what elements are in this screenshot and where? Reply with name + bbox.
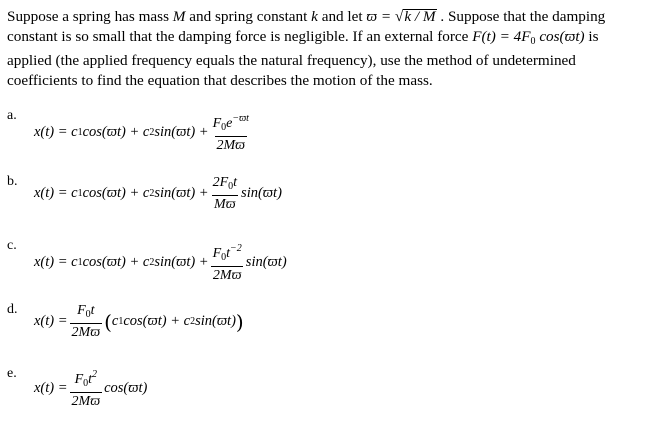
sqrt-symbol: √ (394, 8, 404, 25)
force-expression-rest: cos(ϖt) (535, 27, 585, 45)
right-paren: ) (235, 309, 244, 334)
question-part: is applied (the applied frequency equals the natural frequency), use the method of undetermined coefficients to find the equation that describes the motion of the mass. (7, 27, 599, 89)
option-a-label[interactable]: a. (7, 108, 17, 123)
question-part: Suppose a spring has mass (7, 8, 173, 25)
option-e-label[interactable]: e. (7, 366, 17, 381)
left-paren: ( (104, 309, 112, 334)
option-c-label[interactable]: c. (7, 238, 17, 253)
option-d-equation[interactable]: x(t) = $\frac{F_0t}{2Mϖ}$ ( c 1 cos(ϖt) + c 2 sin(ϖt) ) (34, 303, 244, 340)
option-b-equation[interactable]: x(t) = c 1 cos(ϖt) + c 2 sin(ϖt) + $\frac{2F_0t}{Mϖ}$ sin(ϖt) (34, 175, 282, 212)
question-text (7, 7, 647, 90)
option-d-label[interactable]: d. (7, 302, 18, 317)
fraction: $\frac{2F_0t}{Mϖ}$ (212, 175, 238, 212)
option-b-label[interactable]: b. (7, 174, 18, 189)
omega-definition: ϖ = (366, 8, 395, 25)
fraction: $\frac{F_0t^2}{2Mϖ}$ (71, 369, 101, 409)
fraction: $\frac{F_0t^{-2}}{2Mϖ}$ (212, 243, 242, 283)
option-a-equation[interactable]: x(t) = c 1 cos(ϖt) + c 2 sin(ϖt) + $\frac{F_0e^{-ϖt}}{2Mϖ}$ (34, 110, 253, 154)
question-part: and spring constant (185, 8, 312, 25)
var-k: k (311, 8, 318, 25)
option-c-equation[interactable]: x(t) = c 1 cos(ϖt) + c 2 sin(ϖt) + $\frac{F_0t^{-2}}{2Mϖ}$ sin(ϖt) (34, 240, 287, 284)
option-e-equation[interactable]: x(t) = $\frac{F_0t^2}{2Mϖ}$ cos(ϖt) (34, 366, 147, 410)
question-part: . Suppose that the damping constant is so small that the damping force is negligible. If an external force (7, 8, 606, 45)
question-part: and let (317, 8, 367, 25)
fraction: $\frac{F_0e^{-ϖt}}{2Mϖ}$ (212, 113, 249, 153)
force-subscript: 0 (530, 35, 536, 47)
sqrt-radicand: k / M (404, 8, 436, 25)
fraction: $\frac{F_0t}{2Mϖ}$ (71, 303, 101, 340)
force-expression: F(t) = 4F (472, 27, 531, 45)
var-M: M (172, 8, 186, 25)
